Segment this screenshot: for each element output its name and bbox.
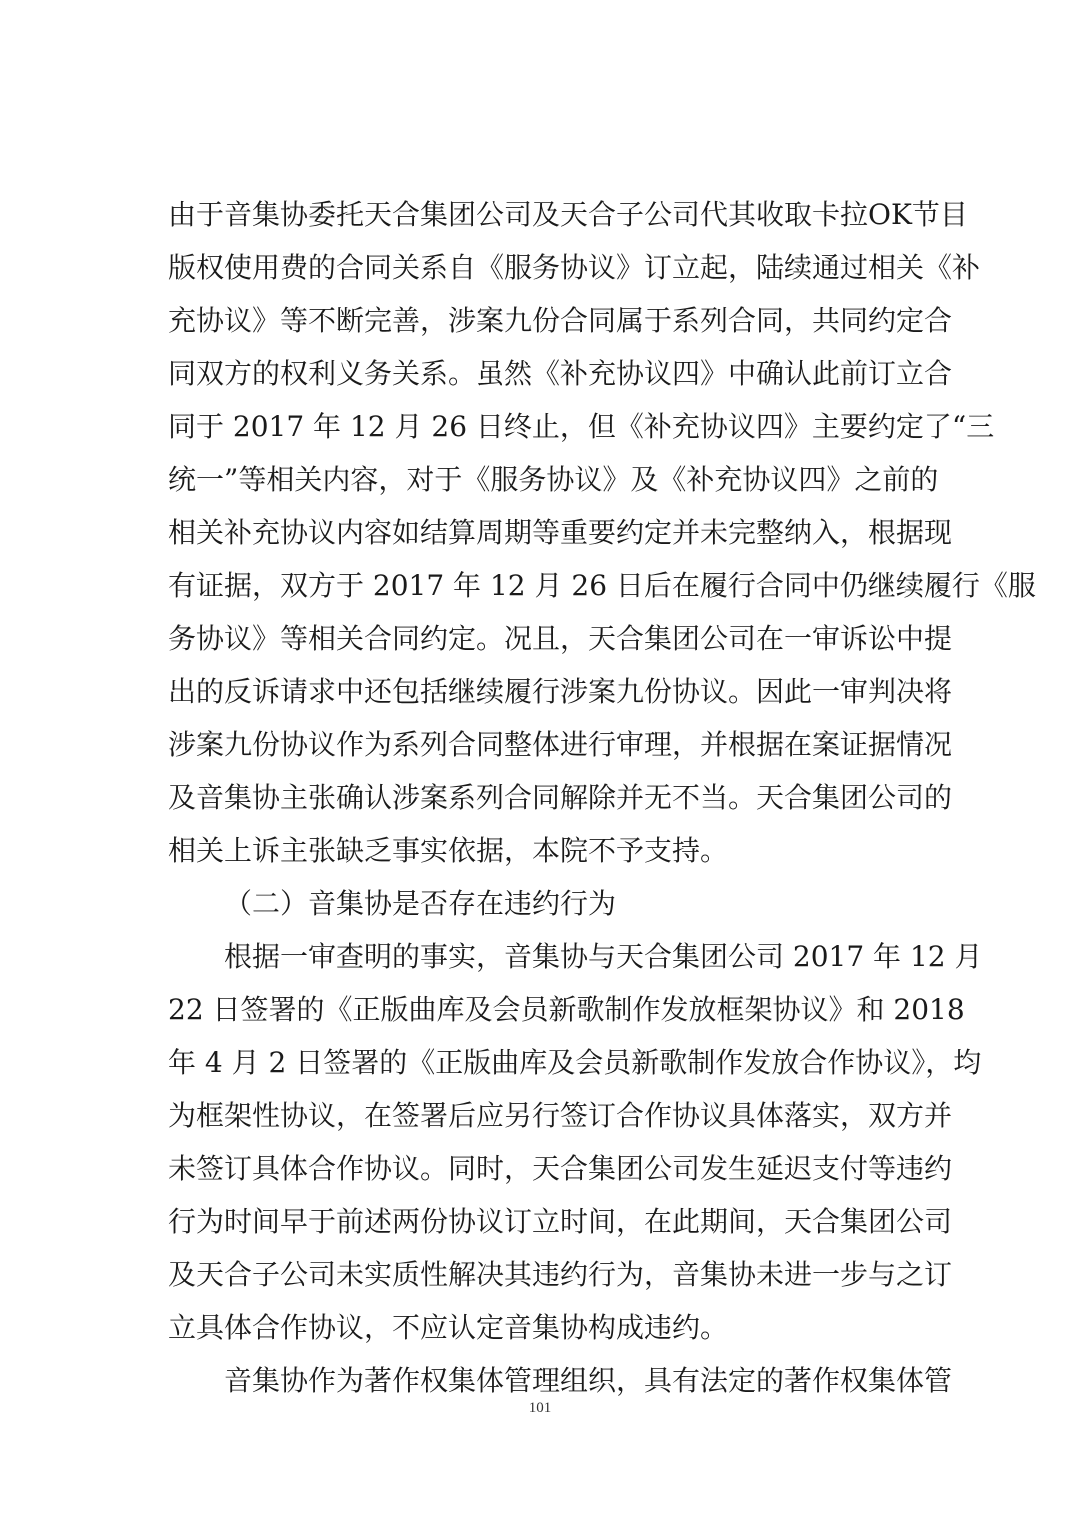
text-line: 出的反诉请求中还包括继续履行涉案九份协议。因此一审判决将 <box>168 675 953 708</box>
text-line: 行为时间早于前述两份协议订立时间，在此期间，天合集团公司 <box>168 1205 953 1238</box>
text-line: 为框架性协议，在签署后应另行签订合作协议具体落实，双方并 <box>168 1099 953 1132</box>
text-line: 年 4 月 2 日签署的《正版曲库及会员新歌制作发放合作协议》，均 <box>168 1046 982 1079</box>
text-line: 有证据，双方于 2017 年 12 月 26 日后在履行合同中仍继续履行《服 <box>168 569 1036 602</box>
text-line: 立具体合作协议，不应认定音集协构成违约。 <box>168 1311 729 1344</box>
text-line: 及天合子公司未实质性解决其违约行为，音集协未进一步与之订 <box>168 1258 953 1291</box>
section-heading: （二）音集协是否存在违约行为 <box>224 887 617 920</box>
text-line: 涉案九份协议作为系列合同整体进行审理，并根据在案证据情况 <box>168 728 953 761</box>
text-line: 音集协作为著作权集体管理组织，具有法定的著作权集体管 <box>224 1364 953 1397</box>
text-line: 未签订具体合作协议。同时，天合集团公司发生延迟支付等违约 <box>168 1152 953 1185</box>
text-line: 22 日签署的《正版曲库及会员新歌制作发放框架协议》和 2018 <box>168 993 965 1026</box>
text-line: 相关上诉主张缺乏事实依据，本院不予支持。 <box>168 834 729 867</box>
page-number: 101 <box>528 1400 552 1416</box>
body-text <box>168 188 1036 1407</box>
text-line: 由于音集协委托天合集团公司及天合子公司代其收取卡拉OK节目 <box>168 198 968 231</box>
text-line: 同于 2017 年 12 月 26 日终止，但《补充协议四》主要约定了“三 <box>168 410 995 443</box>
text-line: 统一”等相关内容，对于《服务协议》及《补充协议四》之前的 <box>168 463 939 496</box>
text-line: 根据一审查明的事实，音集协与天合集团公司 2017 年 12 月 <box>224 940 983 973</box>
text-line: 务协议》等相关合同约定。况且，天合集团公司在一审诉讼中提 <box>168 622 953 655</box>
text-line: 充协议》等不断完善，涉案九份合同属于系列合同，共同约定合 <box>168 304 953 337</box>
text-line: 同双方的权利义务关系。虽然《补充协议四》中确认此前订立合 <box>168 357 953 390</box>
text-line: 及音集协主张确认涉案系列合同解除并无不当。天合集团公司的 <box>168 781 953 814</box>
text-line: 相关补充协议内容如结算周期等重要约定并未完整纳入，根据现 <box>168 516 953 549</box>
text-line: 版权使用费的合同关系自《服务协议》订立起，陆续通过相关《补 <box>168 251 981 284</box>
